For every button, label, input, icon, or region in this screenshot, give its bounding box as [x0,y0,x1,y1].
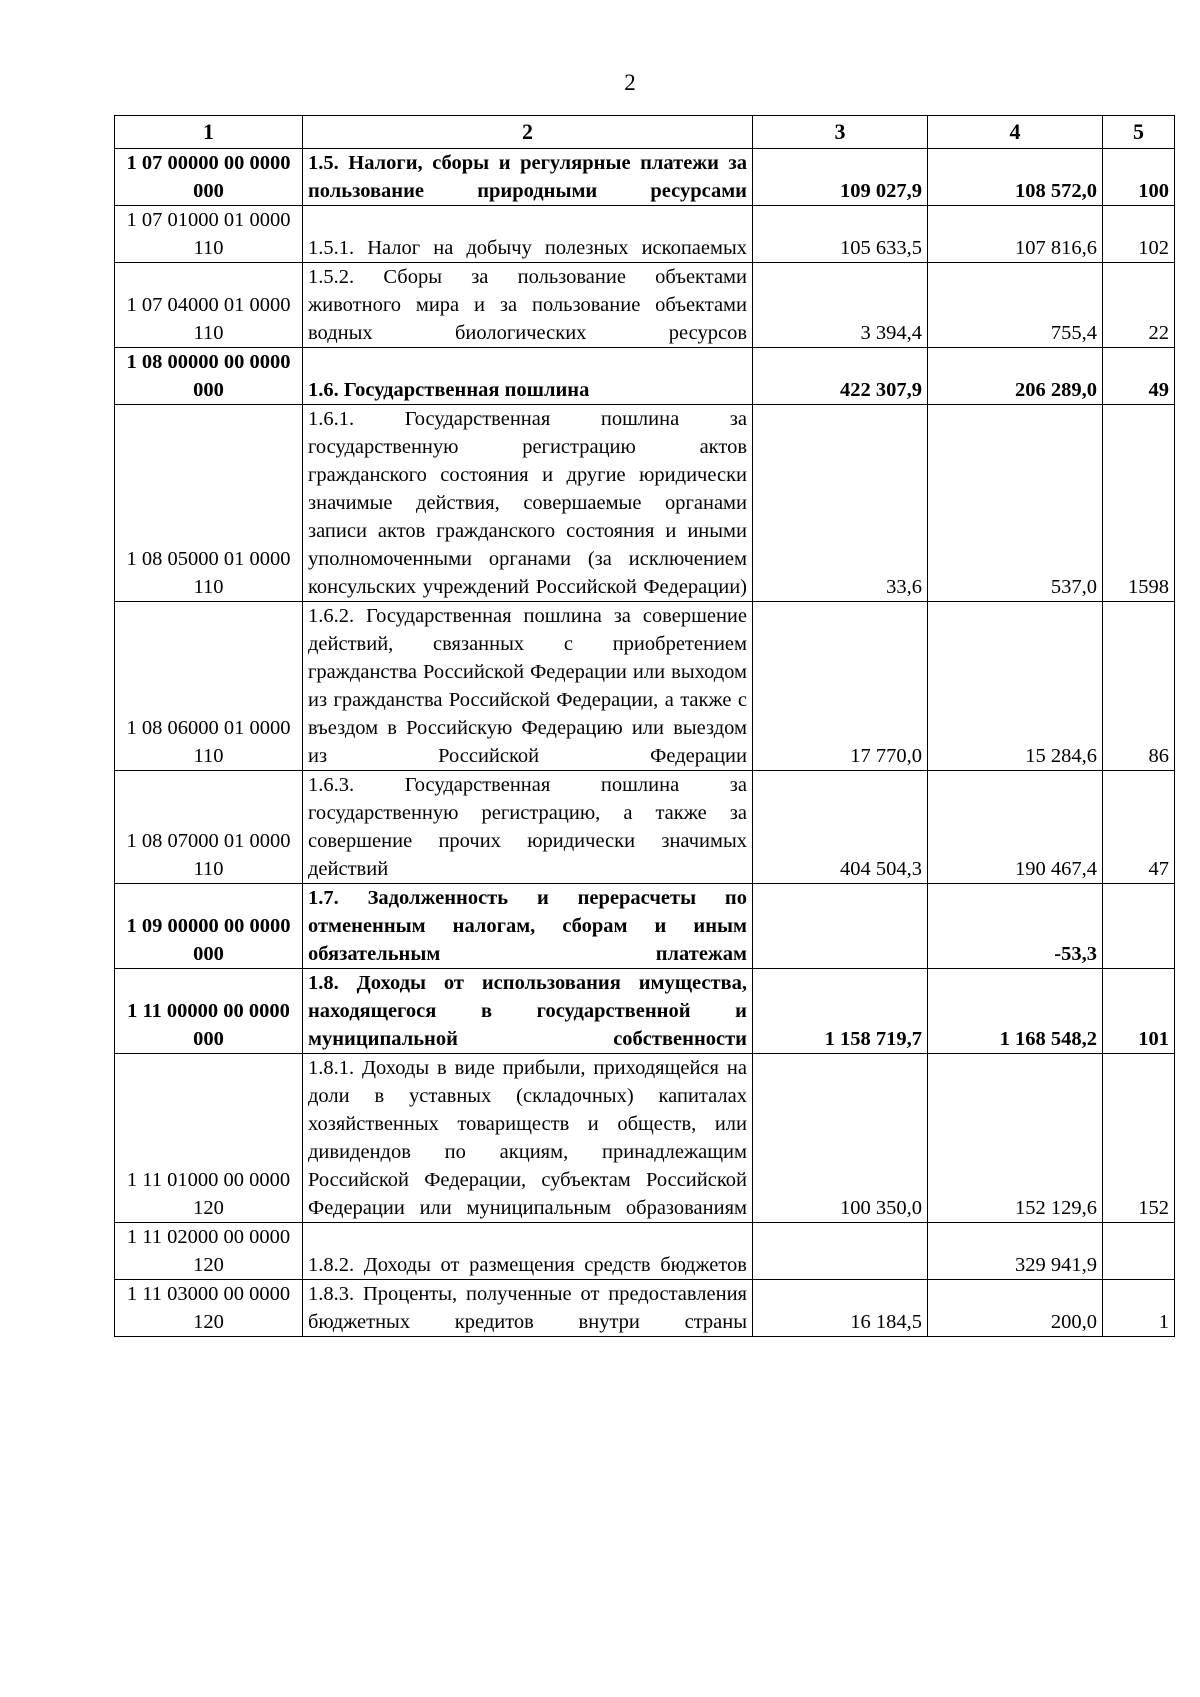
table-row [115,206,1175,263]
item-name-cell: 1.8.1. Доходы в виде прибыли, приходящейся на доли в уставных (складочных) капиталах хозяйственных товариществ и обществ, или дивидендов по акциям, принадлежащим Российской Федерации, субъектам Российской Федерации или муниципальным образованиям [303,1054,753,1223]
value-col4-cell: 152 129,6 [928,1054,1103,1223]
item-name-cell: 1.5.2. Сборы за пользование объектами животного мира и за пользование объектами водных биологических ресурсов [303,263,753,348]
value-col5-cell: 101 [1103,969,1175,1054]
value-col4-cell: 206 289,0 [928,348,1103,405]
value-col4-cell: 755,4 [928,263,1103,348]
budget-code-cell: 1 11 02000 00 0000 120 [115,1223,303,1280]
item-name-cell: 1.8. Доходы от использования имущества, находящегося в государственной и муниципальной собственности [303,969,753,1054]
value-col3-cell: 100 350,0 [753,1054,928,1223]
budget-code-cell: 1 07 01000 01 0000 110 [115,206,303,263]
budget-code-cell: 1 07 04000 01 0000 110 [115,263,303,348]
value-col3-cell: 16 184,5 [753,1280,928,1337]
budget-code-cell: 1 07 00000 00 0000 000 [115,149,303,206]
value-col4-cell: 1 168 548,2 [928,969,1103,1054]
item-name-cell: 1.7. Задолженность и перерасчеты по отмененным налогам, сборам и иным обязательным платежам [303,884,753,969]
value-col4-cell: 537,0 [928,405,1103,602]
column-header: 4 [928,116,1103,149]
budget-table [114,115,1175,1337]
value-col4-cell: 329 941,9 [928,1223,1103,1280]
value-col5-cell: 22 [1103,263,1175,348]
value-col3-cell [753,1223,928,1280]
budget-code-cell: 1 08 00000 00 0000 000 [115,348,303,405]
item-name-cell: 1.5.1. Налог на добычу полезных ископаемых [303,206,753,263]
value-col5-cell [1103,1223,1175,1280]
value-col5-cell: 1598 [1103,405,1175,602]
column-header: 5 [1103,116,1175,149]
value-col5-cell: 49 [1103,348,1175,405]
table-row [115,1280,1175,1337]
column-header: 1 [115,116,303,149]
value-col3-cell: 404 504,3 [753,771,928,884]
value-col3-cell [753,884,928,969]
value-col4-cell: 190 467,4 [928,771,1103,884]
table-header-row [115,116,1175,149]
item-name-cell: 1.6.3. Государственная пошлина за государственную регистрацию, а также за совершение прочих юридически значимых действий [303,771,753,884]
item-name-cell: 1.6.1. Государственная пошлина за государственную регистрацию актов гражданского состояния и другие юридически значимые действия, совершаемые органами записи актов гражданского состояния и иными уполномоченными органами (за исключением консульских учреждений Российской Федерации) [303,405,753,602]
value-col3-cell: 422 307,9 [753,348,928,405]
table-row [115,348,1175,405]
value-col5-cell: 86 [1103,602,1175,771]
budget-code-cell: 1 08 06000 01 0000 110 [115,602,303,771]
budget-code-cell: 1 08 05000 01 0000 110 [115,405,303,602]
budget-code-cell: 1 08 07000 01 0000 110 [115,771,303,884]
table-row [115,263,1175,348]
value-col3-cell: 17 770,0 [753,602,928,771]
value-col5-cell: 152 [1103,1054,1175,1223]
value-col4-cell: 200,0 [928,1280,1103,1337]
value-col3-cell: 109 027,9 [753,149,928,206]
value-col3-cell: 3 394,4 [753,263,928,348]
budget-code-cell: 1 11 03000 00 0000 120 [115,1280,303,1337]
budget-code-cell: 1 11 01000 00 0000 120 [115,1054,303,1223]
table-row [115,1223,1175,1280]
value-col4-cell: 108 572,0 [928,149,1103,206]
value-col4-cell: 15 284,6 [928,602,1103,771]
value-col5-cell: 100 [1103,149,1175,206]
table-row [115,1054,1175,1223]
item-name-cell: 1.6.2. Государственная пошлина за совершение действий, связанных с приобретением гражданства Российской Федерации или выходом из гражданства Российской Федерации, а также с въездом в Российскую Федерацию или выездом из Российской Федерации [303,602,753,771]
budget-code-cell: 1 11 00000 00 0000 000 [115,969,303,1054]
page-number: 2 [624,70,636,95]
item-name-cell: 1.6. Государственная пошлина [303,348,753,405]
value-col3-cell: 1 158 719,7 [753,969,928,1054]
table-row [115,405,1175,602]
value-col5-cell: 102 [1103,206,1175,263]
table-row [115,602,1175,771]
column-header: 2 [303,116,753,149]
column-header: 3 [753,116,928,149]
value-col4-cell: 107 816,6 [928,206,1103,263]
table-row [115,149,1175,206]
table-row [115,771,1175,884]
item-name-cell: 1.5. Налоги, сборы и регулярные платежи за пользование природными ресурсами [303,149,753,206]
budget-code-cell: 1 09 00000 00 0000 000 [115,884,303,969]
value-col5-cell: 47 [1103,771,1175,884]
table-row [115,884,1175,969]
value-col4-cell: -53,3 [928,884,1103,969]
value-col3-cell: 105 633,5 [753,206,928,263]
value-col5-cell [1103,884,1175,969]
item-name-cell: 1.8.2. Доходы от размещения средств бюджетов [303,1223,753,1280]
value-col5-cell: 1 [1103,1280,1175,1337]
item-name-cell: 1.8.3. Проценты, полученные от предоставления бюджетных кредитов внутри страны [303,1280,753,1337]
value-col3-cell: 33,6 [753,405,928,602]
table-row [115,969,1175,1054]
